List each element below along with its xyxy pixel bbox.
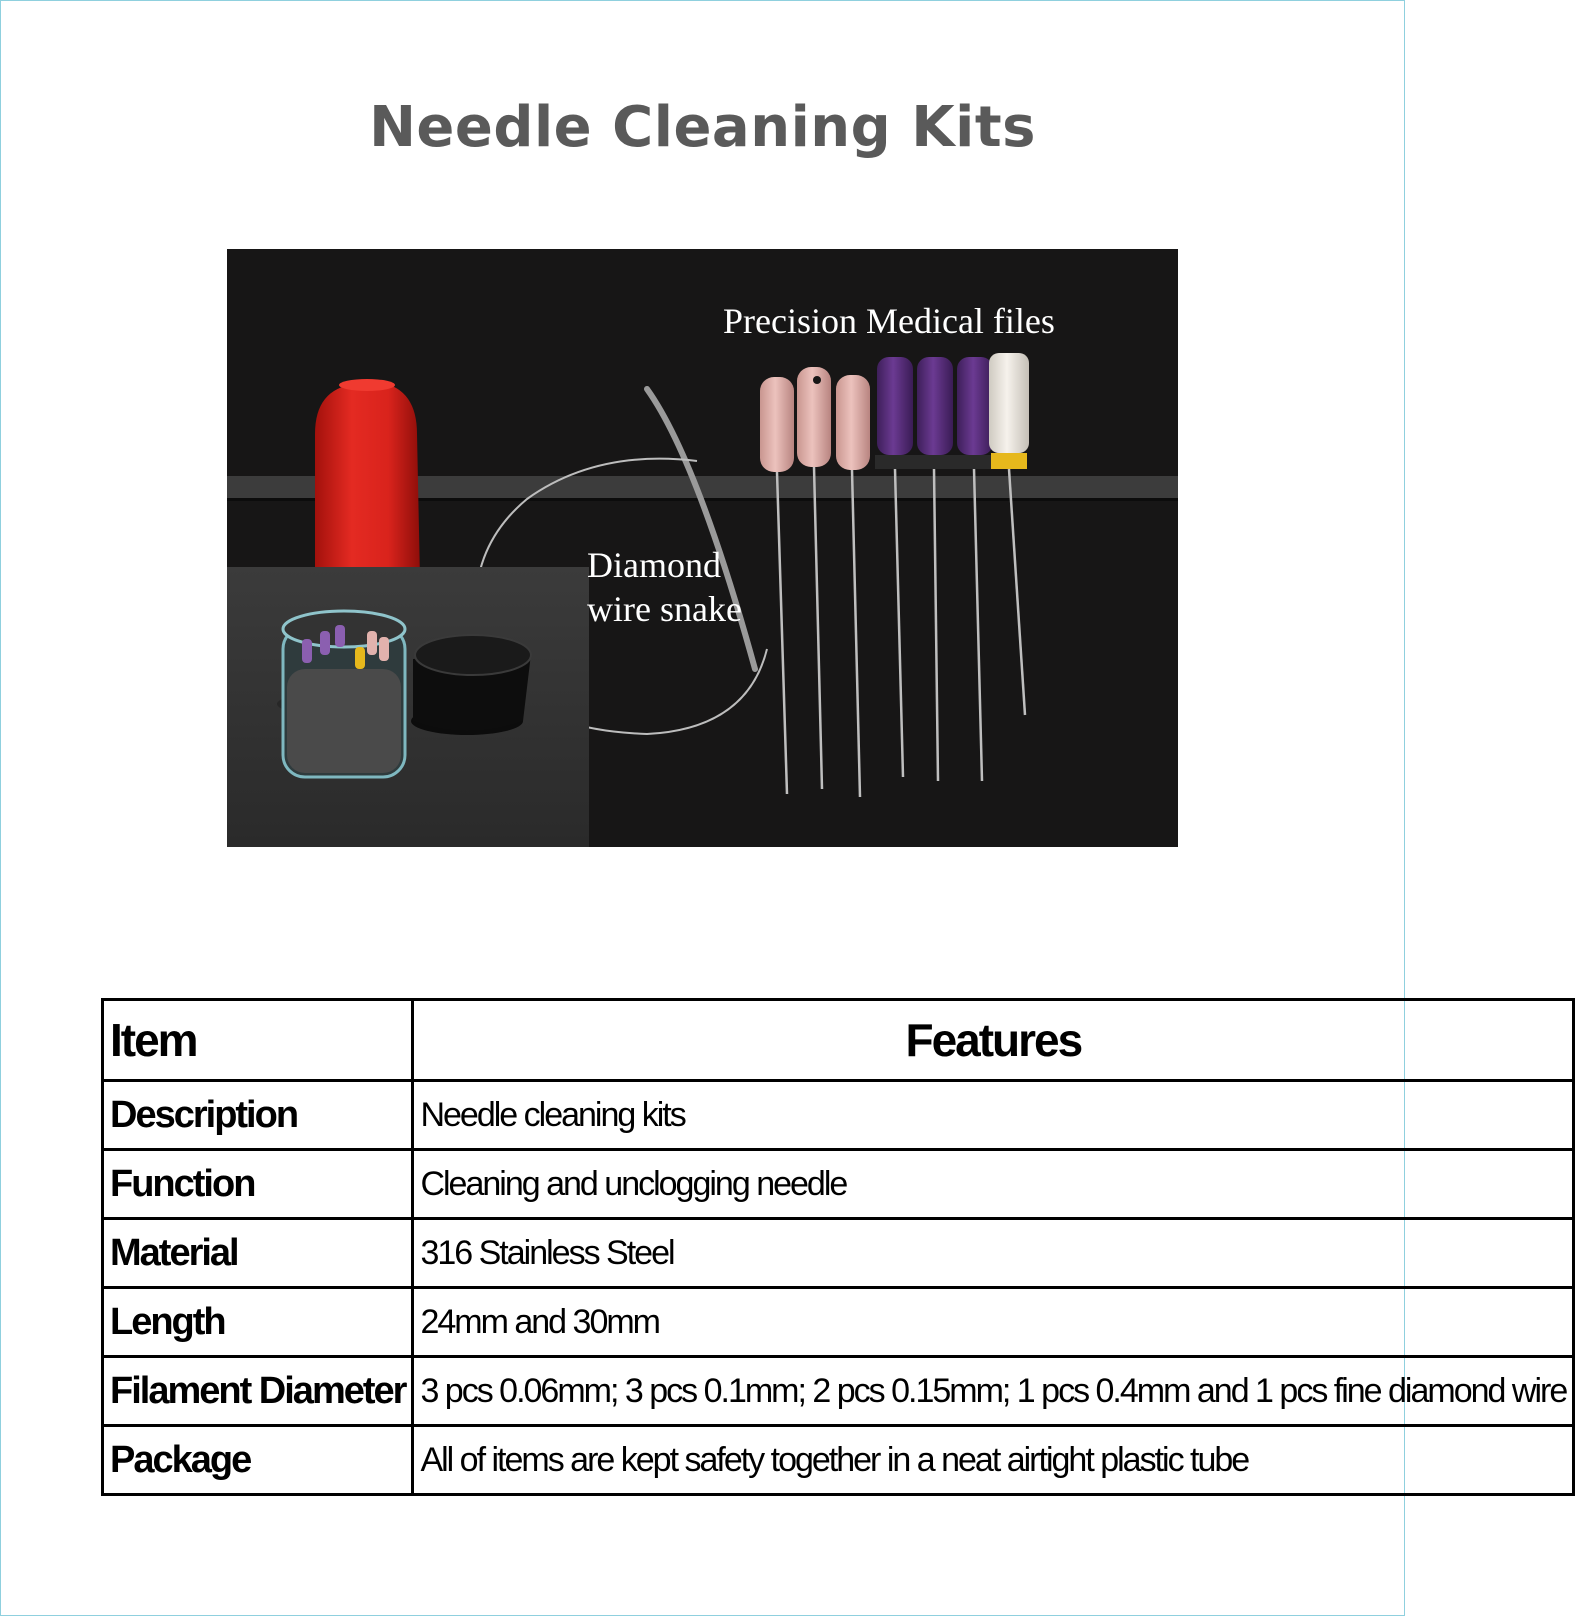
red-cap <box>315 382 420 579</box>
inset-photo <box>227 567 589 847</box>
row-value: 316 Stainless Steel <box>413 1219 1574 1288</box>
file-4 <box>875 357 915 777</box>
row-value: 3 pcs 0.06mm; 3 pcs 0.1mm; 2 pcs 0.15mm; 1 pcs 0.4mm and 1 pcs fine diamond wire <box>413 1357 1574 1426</box>
table-row <box>103 1357 1574 1426</box>
row-key: Filament Diameter <box>103 1357 413 1426</box>
file-7 <box>989 353 1029 715</box>
file-3 <box>836 375 870 797</box>
row-key: Length <box>103 1288 413 1357</box>
row-value: Cleaning and unclogging needle <box>413 1150 1574 1219</box>
product-photo <box>227 249 1178 847</box>
row-key: Description <box>103 1081 413 1150</box>
table-header-row <box>103 1000 1574 1081</box>
table-row <box>103 1288 1574 1357</box>
row-value: 24mm and 30mm <box>413 1288 1574 1357</box>
table-row <box>103 1426 1574 1495</box>
table-row <box>103 1150 1574 1219</box>
file-2 <box>797 367 831 789</box>
row-key: Material <box>103 1219 413 1288</box>
file-5 <box>915 357 955 781</box>
header-features: Features <box>413 1000 1574 1081</box>
page-title: Needle Cleaning Kits <box>369 95 1036 160</box>
label-precision-files: Precision Medical files <box>723 301 1055 341</box>
row-value: Needle cleaning kits <box>413 1081 1574 1150</box>
label-diamond-wire: Diamond wire snake <box>587 545 742 629</box>
row-value: All of items are kept safety together in a neat airtight plastic tube <box>413 1426 1574 1495</box>
spec-table <box>101 998 1575 1496</box>
row-key: Package <box>103 1426 413 1495</box>
row-key: Function <box>103 1150 413 1219</box>
header-item: Item <box>103 1000 413 1081</box>
table-row <box>103 1219 1574 1288</box>
file-1 <box>760 377 794 794</box>
table-row <box>103 1081 1574 1150</box>
